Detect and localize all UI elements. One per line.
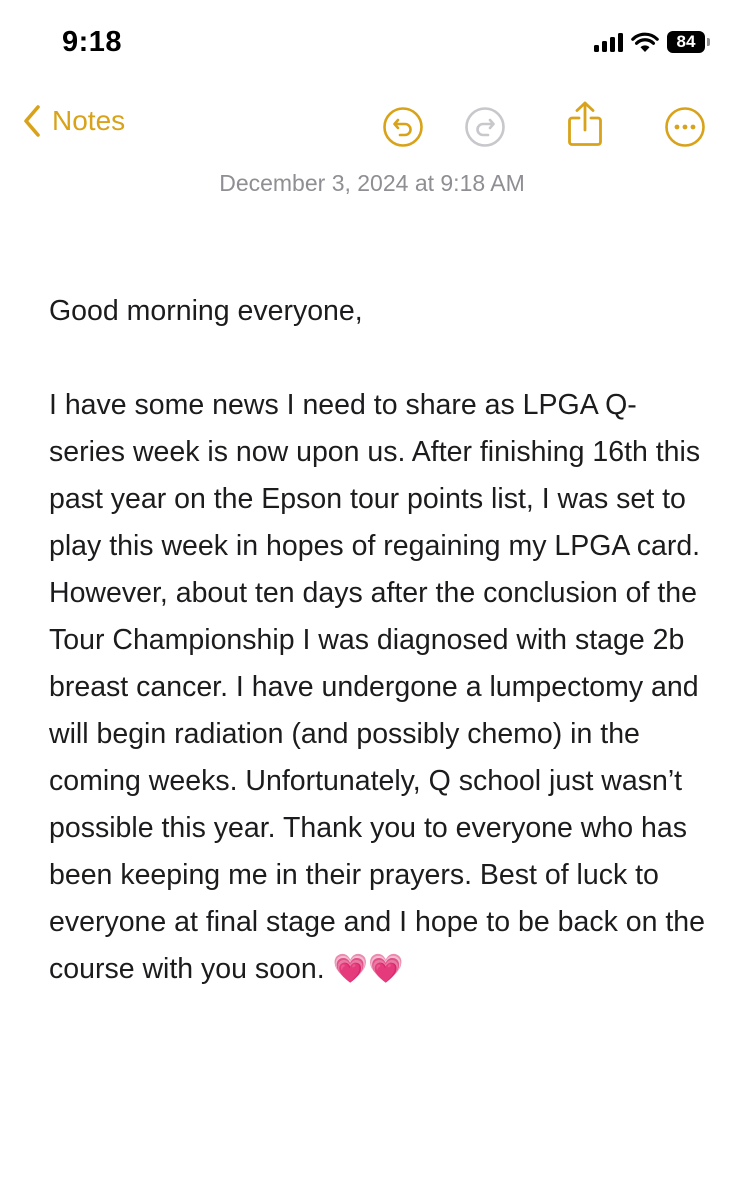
status-indicators <box>594 31 710 53</box>
note-greeting: Good morning everyone, <box>49 295 363 327</box>
back-button-label: Notes <box>52 105 126 136</box>
battery-icon <box>667 31 710 53</box>
undo-icon[interactable] <box>382 106 424 148</box>
note-date: December 3, 2024 at 9:18 AM <box>219 170 525 196</box>
back-button[interactable] <box>22 104 125 138</box>
redo-icon[interactable] <box>464 106 506 148</box>
note-body[interactable] <box>49 288 709 993</box>
status-time: 9:18 <box>62 26 123 58</box>
share-icon[interactable] <box>566 100 604 148</box>
battery-level: 84 <box>667 31 705 53</box>
more-icon[interactable] <box>664 106 706 148</box>
wifi-icon <box>631 32 659 53</box>
cellular-signal-icon <box>594 32 623 52</box>
note-paragraph: I have some news I need to share as LPGA Q-series week is now upon us. After finishing 16th this past year on the Epson tour points list, I was set to play this week in hopes of regaining my LPGA card. However, about ten days after the conclusion of the Tour Championship I was diagnosed with stage 2b breast cancer. I have undergone a lumpectomy and will begin radiation (and possibly chemo) in the coming weeks. Unfortunately, Q school just wasn’t possible this year. Thank you to everyone who has been keeping me in their prayers. Best of luck to everyone at final stage and I hope to be back on the course with you soon. 💗💗 <box>49 389 705 985</box>
chevron-left-icon <box>22 104 42 138</box>
